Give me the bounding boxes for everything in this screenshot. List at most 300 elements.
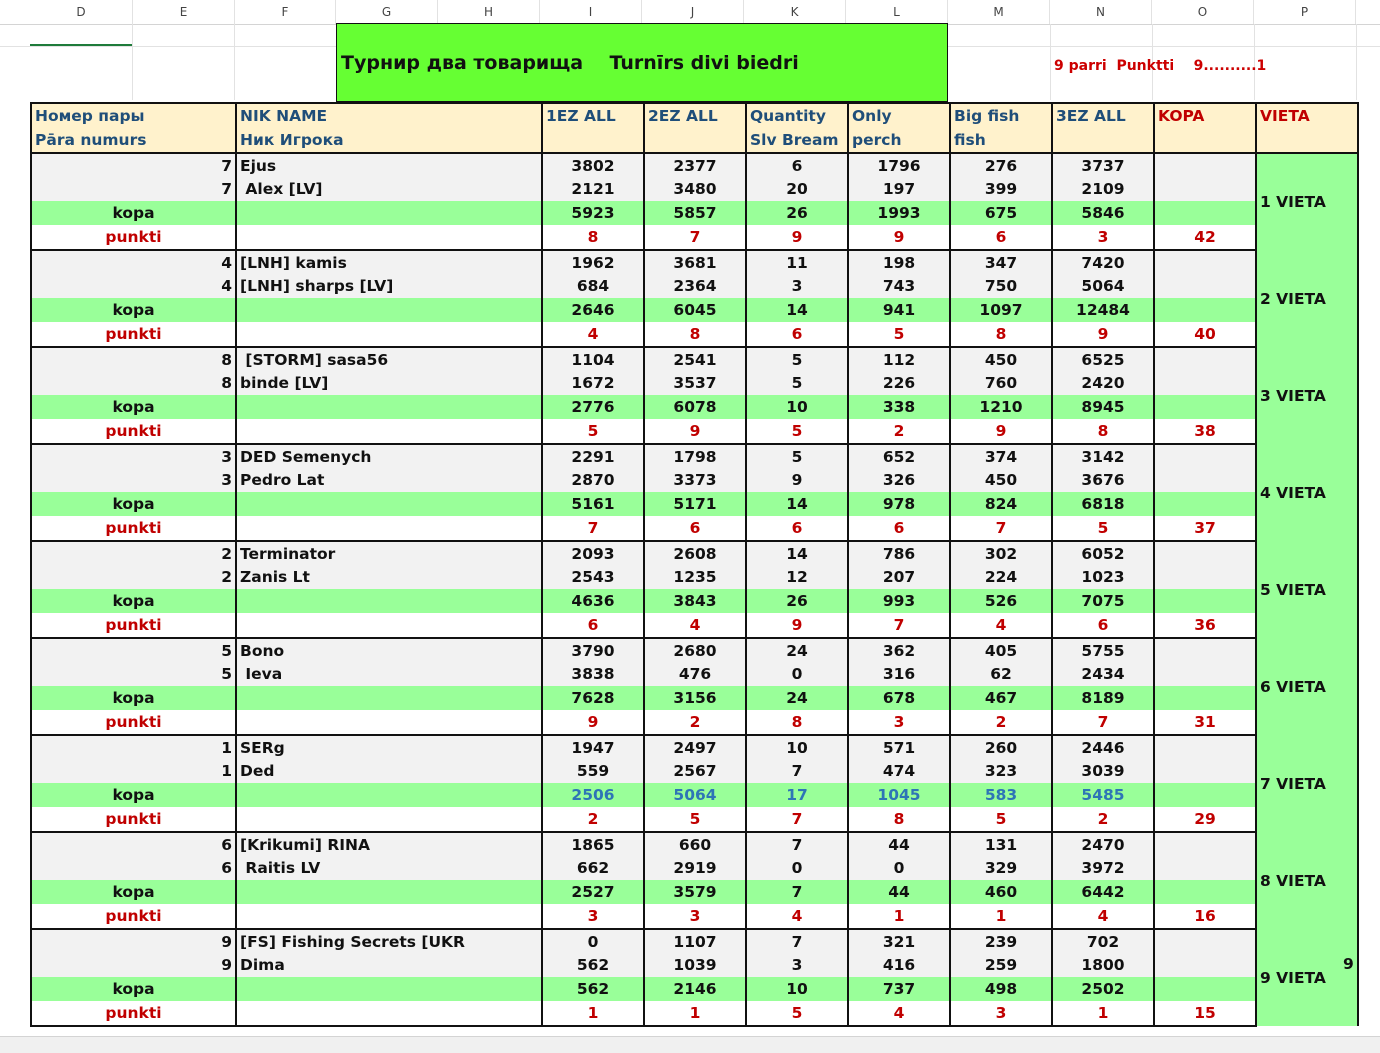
perch-cell[interactable]: 0: [848, 856, 950, 880]
ez2-total-cell[interactable]: 2146: [644, 977, 746, 1001]
ez3-points-cell[interactable]: 4: [1052, 904, 1154, 929]
ez1-cell[interactable]: 2093: [542, 541, 644, 565]
kopa-label[interactable]: kopa: [31, 686, 236, 710]
kopa-cell[interactable]: [1154, 347, 1256, 371]
punkti-label[interactable]: punkti: [31, 322, 236, 347]
player-name-cell[interactable]: Bono: [236, 638, 542, 662]
tournament-title[interactable]: Турнир два товарища Turnīrs divi biedri: [336, 23, 948, 102]
player-name-cell[interactable]: Dima: [236, 953, 542, 977]
bigfish-total-cell[interactable]: 583: [950, 783, 1052, 807]
name-cell[interactable]: [236, 589, 542, 613]
quantity-total-cell[interactable]: 7: [746, 880, 848, 904]
col-header-h[interactable]: H: [438, 0, 540, 24]
ez3-cell[interactable]: 2109: [1052, 177, 1154, 201]
pair-number-cell[interactable]: 8: [31, 347, 236, 371]
ez3-total-cell[interactable]: 8189: [1052, 686, 1154, 710]
quantity-cell[interactable]: 5: [746, 371, 848, 395]
kopa-cell[interactable]: [1154, 250, 1256, 274]
player-name-cell[interactable]: Ejus: [236, 153, 542, 177]
perch-points-cell[interactable]: 1: [848, 904, 950, 929]
col-header-g[interactable]: G: [336, 0, 438, 24]
kopa-label[interactable]: kopa: [31, 783, 236, 807]
quantity-points-cell[interactable]: 4: [746, 904, 848, 929]
kopa-cell[interactable]: [1154, 686, 1256, 710]
header-3ez[interactable]: 3EZ ALL: [1052, 103, 1154, 128]
kopa-cell[interactable]: [1154, 177, 1256, 201]
name-cell[interactable]: [236, 783, 542, 807]
header-nick[interactable]: NIK NAME: [236, 103, 542, 128]
place-cell[interactable]: 2 VIETA: [1256, 250, 1358, 347]
bigfish-total-cell[interactable]: 824: [950, 492, 1052, 516]
bigfish-cell[interactable]: 131: [950, 832, 1052, 856]
ez2-points-cell[interactable]: 6: [644, 516, 746, 541]
ez2-cell[interactable]: 1235: [644, 565, 746, 589]
pair-number-cell[interactable]: 9: [31, 953, 236, 977]
kopa-cell[interactable]: [1154, 735, 1256, 759]
ez2-points-cell[interactable]: 5: [644, 807, 746, 832]
bigfish-cell[interactable]: 399: [950, 177, 1052, 201]
total-points-cell[interactable]: 42: [1154, 225, 1256, 250]
bigfish-total-cell[interactable]: 460: [950, 880, 1052, 904]
kopa-cell[interactable]: [1154, 929, 1256, 953]
kopa-cell[interactable]: [1154, 541, 1256, 565]
total-points-cell[interactable]: 37: [1154, 516, 1256, 541]
ez1-total-cell[interactable]: 7628: [542, 686, 644, 710]
perch-cell[interactable]: 652: [848, 444, 950, 468]
kopa-cell[interactable]: [1154, 783, 1256, 807]
header-slv-bream[interactable]: Slv Bream: [746, 128, 848, 153]
perch-points-cell[interactable]: 4: [848, 1001, 950, 1026]
bigfish-cell[interactable]: 224: [950, 565, 1052, 589]
header-2ez[interactable]: 2EZ ALL: [644, 103, 746, 128]
perch-total-cell[interactable]: 737: [848, 977, 950, 1001]
ez3-total-cell[interactable]: 2502: [1052, 977, 1154, 1001]
bigfish-points-cell[interactable]: 5: [950, 807, 1052, 832]
pair-number-cell[interactable]: 9: [31, 929, 236, 953]
perch-points-cell[interactable]: 2: [848, 419, 950, 444]
kopa-cell[interactable]: [1154, 298, 1256, 322]
kopa-cell[interactable]: [1154, 274, 1256, 298]
bigfish-total-cell[interactable]: 1097: [950, 298, 1052, 322]
ez1-total-cell[interactable]: 5161: [542, 492, 644, 516]
bigfish-cell[interactable]: 374: [950, 444, 1052, 468]
quantity-total-cell[interactable]: 24: [746, 686, 848, 710]
kopa-cell[interactable]: [1154, 759, 1256, 783]
place-cell[interactable]: 6 VIETA: [1256, 638, 1358, 735]
pair-number-cell[interactable]: 6: [31, 832, 236, 856]
punkti-label[interactable]: punkti: [31, 516, 236, 541]
ez3-cell[interactable]: 1800: [1052, 953, 1154, 977]
header-perch[interactable]: Only: [848, 103, 950, 128]
ez2-cell[interactable]: 2608: [644, 541, 746, 565]
kopa-label[interactable]: kopa: [31, 492, 236, 516]
ez2-points-cell[interactable]: 7: [644, 225, 746, 250]
ez1-total-cell[interactable]: 2646: [542, 298, 644, 322]
col-header-j[interactable]: J: [642, 0, 744, 24]
bigfish-points-cell[interactable]: 6: [950, 225, 1052, 250]
ez3-points-cell[interactable]: 8: [1052, 419, 1154, 444]
bigfish-cell[interactable]: 323: [950, 759, 1052, 783]
quantity-cell[interactable]: 5: [746, 347, 848, 371]
place-cell[interactable]: 5 VIETA: [1256, 541, 1358, 638]
ez2-cell[interactable]: 1039: [644, 953, 746, 977]
bigfish-cell[interactable]: 62: [950, 662, 1052, 686]
ez3-points-cell[interactable]: 5: [1052, 516, 1154, 541]
ez3-cell[interactable]: 1023: [1052, 565, 1154, 589]
perch-cell[interactable]: 416: [848, 953, 950, 977]
place-cell[interactable]: 3 VIETA: [1256, 347, 1358, 444]
player-name-cell[interactable]: Terminator: [236, 541, 542, 565]
kopa-cell[interactable]: [1154, 880, 1256, 904]
col-header-e[interactable]: E: [133, 0, 235, 24]
quantity-cell[interactable]: 0: [746, 856, 848, 880]
bigfish-cell[interactable]: 347: [950, 250, 1052, 274]
quantity-cell[interactable]: 3: [746, 953, 848, 977]
quantity-total-cell[interactable]: 26: [746, 201, 848, 225]
pair-number-cell[interactable]: 2: [31, 541, 236, 565]
bigfish-cell[interactable]: 329: [950, 856, 1052, 880]
ez2-cell[interactable]: 476: [644, 662, 746, 686]
quantity-total-cell[interactable]: 26: [746, 589, 848, 613]
ez3-cell[interactable]: 7420: [1052, 250, 1154, 274]
ez2-total-cell[interactable]: 5064: [644, 783, 746, 807]
header-cell[interactable]: [1154, 128, 1256, 153]
ez2-total-cell[interactable]: 3156: [644, 686, 746, 710]
kopa-cell[interactable]: [1154, 395, 1256, 419]
ez2-total-cell[interactable]: 6045: [644, 298, 746, 322]
bigfish-total-cell[interactable]: 526: [950, 589, 1052, 613]
perch-cell[interactable]: 198: [848, 250, 950, 274]
ez1-cell[interactable]: 0: [542, 929, 644, 953]
ez1-cell[interactable]: 662: [542, 856, 644, 880]
punkti-label[interactable]: punkti: [31, 807, 236, 832]
pair-number-cell[interactable]: 4: [31, 274, 236, 298]
col-header-n[interactable]: N: [1050, 0, 1152, 24]
perch-points-cell[interactable]: 6: [848, 516, 950, 541]
quantity-cell[interactable]: 6: [746, 153, 848, 177]
punkti-label[interactable]: punkti: [31, 419, 236, 444]
ez1-total-cell[interactable]: 2527: [542, 880, 644, 904]
total-points-cell[interactable]: 31: [1154, 710, 1256, 735]
perch-cell[interactable]: 326: [848, 468, 950, 492]
player-name-cell[interactable]: DED Semenych: [236, 444, 542, 468]
kopa-label[interactable]: kopa: [31, 880, 236, 904]
kopa-cell[interactable]: [1154, 638, 1256, 662]
name-cell[interactable]: [236, 419, 542, 444]
perch-points-cell[interactable]: 9: [848, 225, 950, 250]
name-cell[interactable]: [236, 516, 542, 541]
perch-points-cell[interactable]: 8: [848, 807, 950, 832]
kopa-cell[interactable]: [1154, 565, 1256, 589]
header-cell[interactable]: [1052, 128, 1154, 153]
punkti-label[interactable]: punkti: [31, 1001, 236, 1026]
player-name-cell[interactable]: SERg: [236, 735, 542, 759]
punkti-label[interactable]: punkti: [31, 904, 236, 929]
name-cell[interactable]: [236, 880, 542, 904]
ez2-points-cell[interactable]: 8: [644, 322, 746, 347]
quantity-points-cell[interactable]: 7: [746, 807, 848, 832]
ez2-total-cell[interactable]: 3579: [644, 880, 746, 904]
header-cell[interactable]: [542, 128, 644, 153]
perch-cell[interactable]: 197: [848, 177, 950, 201]
bigfish-cell[interactable]: 750: [950, 274, 1052, 298]
quantity-points-cell[interactable]: 6: [746, 516, 848, 541]
header-quantity[interactable]: Quantity: [746, 103, 848, 128]
ez1-cell[interactable]: 2291: [542, 444, 644, 468]
bigfish-cell[interactable]: 239: [950, 929, 1052, 953]
ez3-total-cell[interactable]: 12484: [1052, 298, 1154, 322]
perch-cell[interactable]: 112: [848, 347, 950, 371]
player-name-cell[interactable]: Ded: [236, 759, 542, 783]
ez1-cell[interactable]: 3838: [542, 662, 644, 686]
ez3-cell[interactable]: 3676: [1052, 468, 1154, 492]
ez3-total-cell[interactable]: 6442: [1052, 880, 1154, 904]
kopa-cell[interactable]: [1154, 832, 1256, 856]
ez1-total-cell[interactable]: 2506: [542, 783, 644, 807]
pair-number-cell[interactable]: 6: [31, 856, 236, 880]
perch-total-cell[interactable]: 678: [848, 686, 950, 710]
ez3-total-cell[interactable]: 5846: [1052, 201, 1154, 225]
bigfish-points-cell[interactable]: 3: [950, 1001, 1052, 1026]
bigfish-points-cell[interactable]: 7: [950, 516, 1052, 541]
header-pair[interactable]: Номер пары: [31, 103, 236, 128]
kopa-cell[interactable]: [1154, 977, 1256, 1001]
ez2-cell[interactable]: 2567: [644, 759, 746, 783]
ez1-cell[interactable]: 1672: [542, 371, 644, 395]
stray-cell-value[interactable]: 9: [1343, 955, 1354, 973]
player-name-cell[interactable]: binde [LV]: [236, 371, 542, 395]
quantity-cell[interactable]: 20: [746, 177, 848, 201]
pair-number-cell[interactable]: 4: [31, 250, 236, 274]
quantity-cell[interactable]: 7: [746, 832, 848, 856]
ez3-points-cell[interactable]: 6: [1052, 613, 1154, 638]
ez2-cell[interactable]: 2541: [644, 347, 746, 371]
header-kopa[interactable]: KOPA: [1154, 103, 1256, 128]
perch-total-cell[interactable]: 941: [848, 298, 950, 322]
quantity-points-cell[interactable]: 5: [746, 419, 848, 444]
player-name-cell[interactable]: Raitis LV: [236, 856, 542, 880]
bigfish-points-cell[interactable]: 1: [950, 904, 1052, 929]
ez2-cell[interactable]: 3537: [644, 371, 746, 395]
punkti-label[interactable]: punkti: [31, 613, 236, 638]
name-cell[interactable]: [236, 904, 542, 929]
bigfish-points-cell[interactable]: 2: [950, 710, 1052, 735]
kopa-cell[interactable]: [1154, 468, 1256, 492]
player-name-cell[interactable]: Ieva: [236, 662, 542, 686]
ez1-total-cell[interactable]: 2776: [542, 395, 644, 419]
ez2-points-cell[interactable]: 9: [644, 419, 746, 444]
perch-cell[interactable]: 474: [848, 759, 950, 783]
place-cell[interactable]: 4 VIETA: [1256, 444, 1358, 541]
kopa-cell[interactable]: [1154, 856, 1256, 880]
ez3-cell[interactable]: 2446: [1052, 735, 1154, 759]
name-cell[interactable]: [236, 710, 542, 735]
bigfish-points-cell[interactable]: 4: [950, 613, 1052, 638]
quantity-cell[interactable]: 14: [746, 541, 848, 565]
header-nick-ru[interactable]: Ник Игрока: [236, 128, 542, 153]
perch-points-cell[interactable]: 3: [848, 710, 950, 735]
ez3-points-cell[interactable]: 1: [1052, 1001, 1154, 1026]
col-header-m[interactable]: M: [948, 0, 1050, 24]
quantity-total-cell[interactable]: 10: [746, 395, 848, 419]
name-cell[interactable]: [236, 298, 542, 322]
place-cell[interactable]: 9 VIETA: [1256, 929, 1358, 1026]
pair-number-cell[interactable]: 1: [31, 735, 236, 759]
name-cell[interactable]: [236, 1001, 542, 1026]
perch-total-cell[interactable]: 44: [848, 880, 950, 904]
place-cell[interactable]: 1 VIETA: [1256, 153, 1358, 250]
player-name-cell[interactable]: [LNH] kamis: [236, 250, 542, 274]
ez2-cell[interactable]: 3681: [644, 250, 746, 274]
ez1-points-cell[interactable]: 9: [542, 710, 644, 735]
kopa-cell[interactable]: [1154, 201, 1256, 225]
punkti-label[interactable]: punkti: [31, 710, 236, 735]
header-vieta[interactable]: VIETA: [1256, 103, 1358, 128]
pair-number-cell[interactable]: 7: [31, 177, 236, 201]
ez2-points-cell[interactable]: 4: [644, 613, 746, 638]
pair-number-cell[interactable]: 5: [31, 662, 236, 686]
col-header-p[interactable]: P: [1254, 0, 1356, 24]
perch-cell[interactable]: 316: [848, 662, 950, 686]
ez2-cell[interactable]: 1798: [644, 444, 746, 468]
ez3-total-cell[interactable]: 5485: [1052, 783, 1154, 807]
ez1-cell[interactable]: 1865: [542, 832, 644, 856]
kopa-cell[interactable]: [1154, 153, 1256, 177]
player-name-cell[interactable]: Zanis Lt: [236, 565, 542, 589]
perch-cell[interactable]: 226: [848, 371, 950, 395]
quantity-cell[interactable]: 7: [746, 759, 848, 783]
quantity-points-cell[interactable]: 9: [746, 613, 848, 638]
kopa-cell[interactable]: [1154, 492, 1256, 516]
ez1-points-cell[interactable]: 3: [542, 904, 644, 929]
header-cell[interactable]: [644, 128, 746, 153]
perch-cell[interactable]: 207: [848, 565, 950, 589]
ez2-cell[interactable]: 3480: [644, 177, 746, 201]
quantity-points-cell[interactable]: 9: [746, 225, 848, 250]
col-header-d[interactable]: D: [30, 0, 133, 24]
bigfish-total-cell[interactable]: 467: [950, 686, 1052, 710]
quantity-cell[interactable]: 11: [746, 250, 848, 274]
quantity-cell[interactable]: 0: [746, 662, 848, 686]
ez3-cell[interactable]: 2420: [1052, 371, 1154, 395]
quantity-cell[interactable]: 12: [746, 565, 848, 589]
ez2-total-cell[interactable]: 5171: [644, 492, 746, 516]
ez3-cell[interactable]: 3039: [1052, 759, 1154, 783]
quantity-cell[interactable]: 3: [746, 274, 848, 298]
ez3-cell[interactable]: 5064: [1052, 274, 1154, 298]
kopa-cell[interactable]: [1154, 662, 1256, 686]
ez1-points-cell[interactable]: 7: [542, 516, 644, 541]
total-points-cell[interactable]: 15: [1154, 1001, 1256, 1026]
pair-number-cell[interactable]: 7: [31, 153, 236, 177]
name-cell[interactable]: [236, 322, 542, 347]
ez2-total-cell[interactable]: 5857: [644, 201, 746, 225]
total-points-cell[interactable]: 38: [1154, 419, 1256, 444]
ez1-cell[interactable]: 1104: [542, 347, 644, 371]
col-header-l[interactable]: L: [846, 0, 948, 24]
quantity-total-cell[interactable]: 17: [746, 783, 848, 807]
ez3-cell[interactable]: 702: [1052, 929, 1154, 953]
pair-number-cell[interactable]: 1: [31, 759, 236, 783]
ez2-points-cell[interactable]: 2: [644, 710, 746, 735]
quantity-cell[interactable]: 9: [746, 468, 848, 492]
ez1-points-cell[interactable]: 6: [542, 613, 644, 638]
ez3-points-cell[interactable]: 9: [1052, 322, 1154, 347]
ez3-total-cell[interactable]: 7075: [1052, 589, 1154, 613]
pair-number-cell[interactable]: 3: [31, 444, 236, 468]
quantity-cell[interactable]: 24: [746, 638, 848, 662]
kopa-label[interactable]: kopa: [31, 201, 236, 225]
place-cell[interactable]: 8 VIETA: [1256, 832, 1358, 929]
total-points-cell[interactable]: 16: [1154, 904, 1256, 929]
ez1-total-cell[interactable]: 562: [542, 977, 644, 1001]
perch-cell[interactable]: 362: [848, 638, 950, 662]
ez3-total-cell[interactable]: 8945: [1052, 395, 1154, 419]
ez1-cell[interactable]: 1962: [542, 250, 644, 274]
perch-cell[interactable]: 1796: [848, 153, 950, 177]
name-cell[interactable]: [236, 686, 542, 710]
player-name-cell[interactable]: Alex [LV]: [236, 177, 542, 201]
col-header-k[interactable]: K: [744, 0, 846, 24]
col-header-f[interactable]: F: [235, 0, 336, 24]
kopa-label[interactable]: kopa: [31, 589, 236, 613]
ez2-cell[interactable]: 2377: [644, 153, 746, 177]
quantity-total-cell[interactable]: 10: [746, 977, 848, 1001]
bigfish-total-cell[interactable]: 675: [950, 201, 1052, 225]
kopa-cell[interactable]: [1154, 953, 1256, 977]
perch-cell[interactable]: 786: [848, 541, 950, 565]
perch-cell[interactable]: 571: [848, 735, 950, 759]
kopa-label[interactable]: kopa: [31, 298, 236, 322]
perch-total-cell[interactable]: 978: [848, 492, 950, 516]
col-header-i[interactable]: I: [540, 0, 642, 24]
header-1ez[interactable]: 1EZ ALL: [542, 103, 644, 128]
ez2-cell[interactable]: 2680: [644, 638, 746, 662]
ez3-points-cell[interactable]: 7: [1052, 710, 1154, 735]
pair-number-cell[interactable]: 2: [31, 565, 236, 589]
name-cell[interactable]: [236, 225, 542, 250]
bigfish-points-cell[interactable]: 9: [950, 419, 1052, 444]
ez3-cell[interactable]: 3142: [1052, 444, 1154, 468]
ez2-points-cell[interactable]: 1: [644, 1001, 746, 1026]
ez3-cell[interactable]: 2434: [1052, 662, 1154, 686]
name-cell[interactable]: [236, 807, 542, 832]
header-perch-2[interactable]: perch: [848, 128, 950, 153]
ez1-points-cell[interactable]: 1: [542, 1001, 644, 1026]
pair-number-cell[interactable]: 5: [31, 638, 236, 662]
ez1-cell[interactable]: 2121: [542, 177, 644, 201]
ez2-cell[interactable]: 1107: [644, 929, 746, 953]
pair-number-cell[interactable]: 3: [31, 468, 236, 492]
bigfish-points-cell[interactable]: 8: [950, 322, 1052, 347]
ez1-cell[interactable]: 3802: [542, 153, 644, 177]
perch-points-cell[interactable]: 5: [848, 322, 950, 347]
player-name-cell[interactable]: [STORM] sasa56: [236, 347, 542, 371]
ez2-total-cell[interactable]: 6078: [644, 395, 746, 419]
points-note[interactable]: 9 parri Punktti 9..........1: [1054, 58, 1267, 74]
place-cell[interactable]: 7 VIETA: [1256, 735, 1358, 832]
player-name-cell[interactable]: Pedro Lat: [236, 468, 542, 492]
perch-total-cell[interactable]: 1993: [848, 201, 950, 225]
ez1-points-cell[interactable]: 5: [542, 419, 644, 444]
col-header-o[interactable]: O: [1152, 0, 1254, 24]
kopa-cell[interactable]: [1154, 371, 1256, 395]
perch-points-cell[interactable]: 7: [848, 613, 950, 638]
ez3-points-cell[interactable]: 2: [1052, 807, 1154, 832]
quantity-cell[interactable]: 10: [746, 735, 848, 759]
name-cell[interactable]: [236, 201, 542, 225]
bigfish-cell[interactable]: 259: [950, 953, 1052, 977]
